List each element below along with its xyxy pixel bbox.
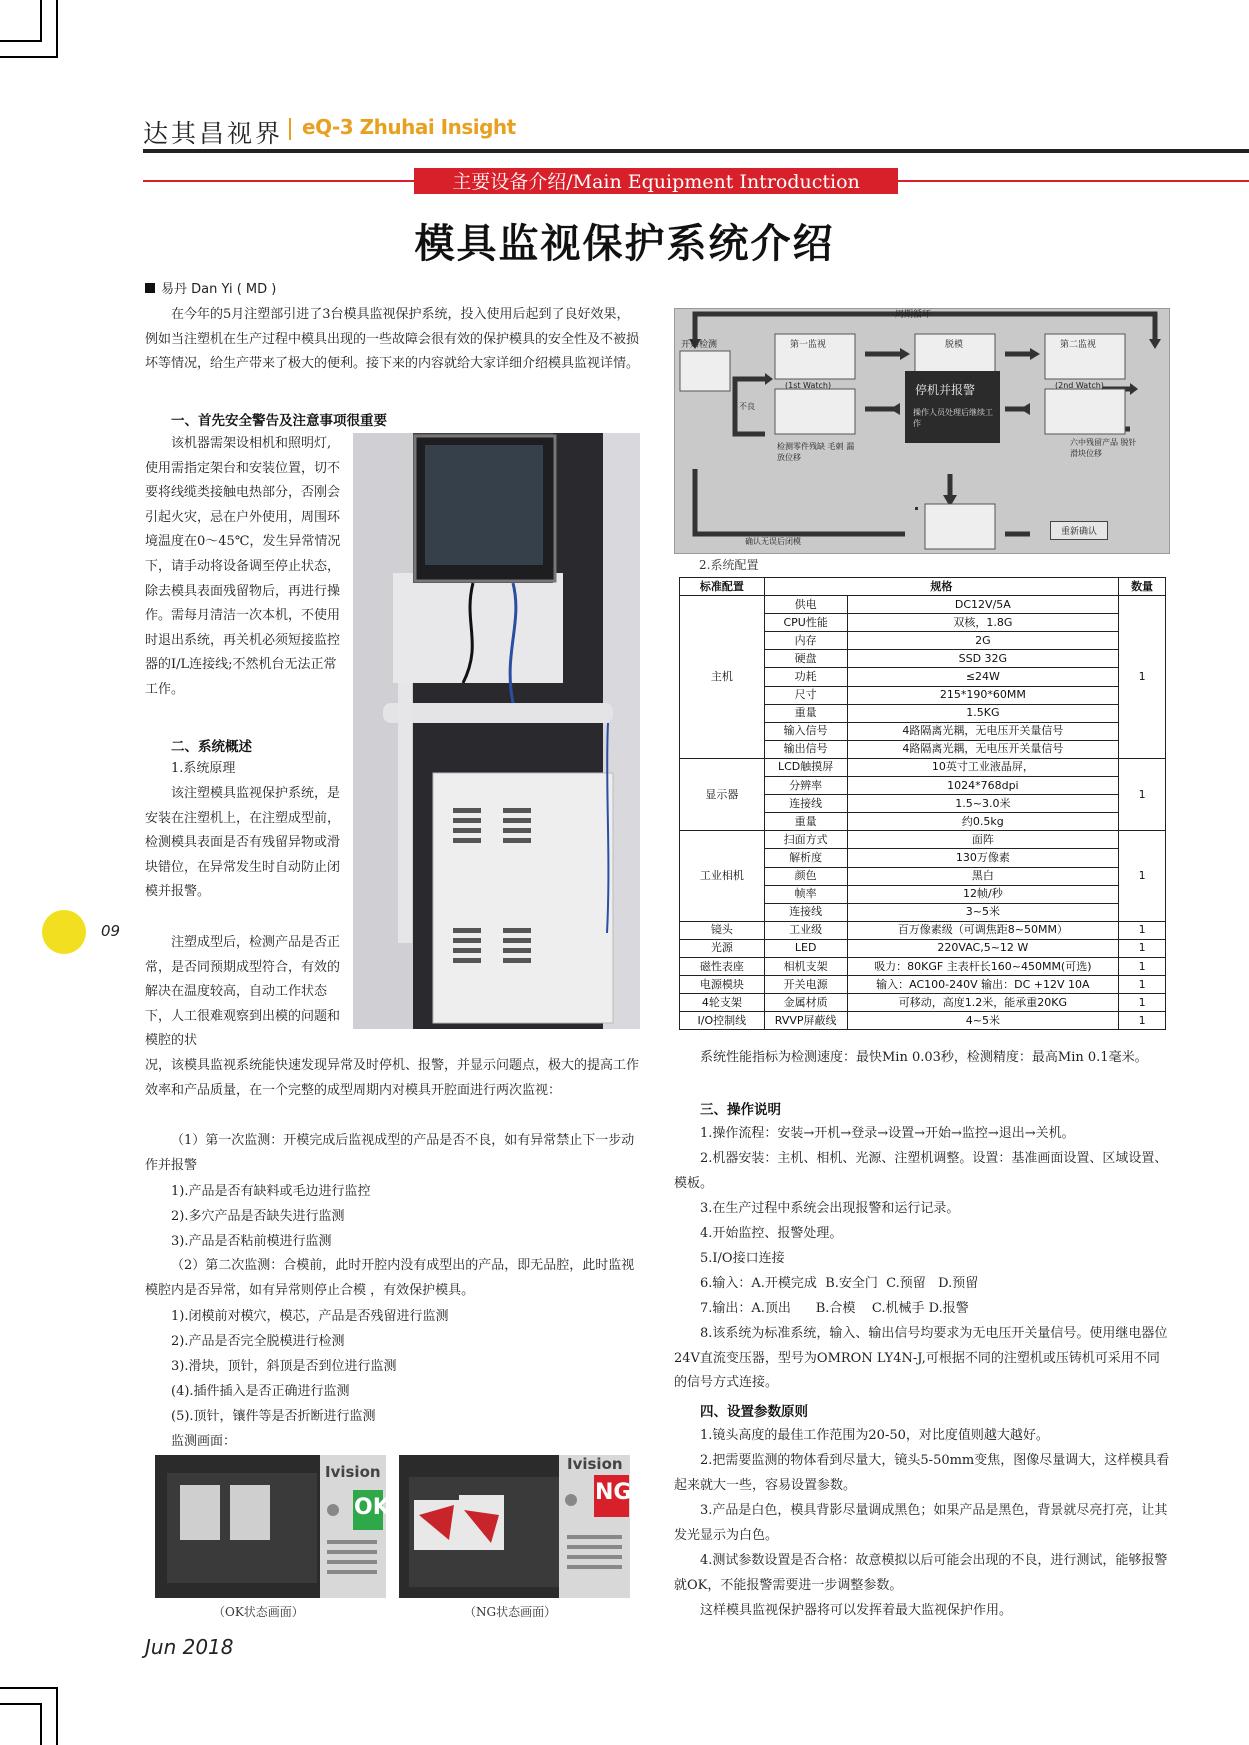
- closing-paragraph: 这样模具监视保护器将可以发挥着最大监视保护作用。: [700, 1603, 1013, 1618]
- table-cell: 光源: [680, 939, 765, 957]
- table-cell: 可移动，高度1.2米，能承重20KG: [847, 994, 1119, 1012]
- intro-paragraph: 在今年的5月注塑部引进了3台模具监视保护系统，投入使用后起到了良好效果，例如当注塑机在生产过程中模具出现的一些故障会很有效的保护模具的安全性及不被损坏等情况，给生产带来了极大的便利。接下来的内容就给大家详细介绍模具监视详情。: [145, 307, 640, 372]
- table-header: 数量: [1119, 578, 1166, 596]
- op-step-1: 1.操作流程：安装→开机→登录→设置→开始→监控→退出→关机。: [700, 1126, 1075, 1141]
- table-row: [680, 921, 1166, 939]
- table-row: [680, 1012, 1166, 1030]
- magazine-title-en: eQ-3 Zhuhai Insight: [302, 115, 516, 139]
- table-row: [680, 957, 1166, 975]
- table-cell: RVVP屏蔽线: [764, 1012, 847, 1030]
- table-group-name: 显示器: [680, 758, 765, 830]
- op-step-6: 6.输入：A.开模完成 B.安全门 C.预留 D.预留: [700, 1276, 979, 1291]
- diagram-2nd-watch: (2nd Watch): [1055, 381, 1104, 390]
- table-cell: 工业级: [764, 921, 847, 939]
- author-line: [145, 278, 276, 297]
- table-cell-item: 扫面方式: [764, 831, 847, 849]
- table-row: [680, 976, 1166, 994]
- table-cell: 相机支架: [764, 957, 847, 975]
- performance-paragraph: 系统性能指标为检测速度：最快Min 0.03秒，检测精度：最高Min 0.1毫米。: [700, 1050, 1148, 1065]
- flow-diagram-lines: [675, 309, 1171, 555]
- table-cell-spec: ≤24W: [847, 668, 1119, 686]
- molding-paragraph: 注塑成型后，检测产品是否正常，是否同预期成型符合，有效的解决在温度较高，自动工作状态下，人工很难观察到出模的问题和模腔的状: [145, 935, 341, 1049]
- ok-brand: Ivision: [325, 1463, 381, 1481]
- op-step-3: 3.在生产过程中系统会出现报警和运行记录。: [700, 1201, 960, 1216]
- table-cell: 1: [1119, 921, 1166, 939]
- table-cell: 输入：AC100-240V 输出：DC +12V 10A: [847, 976, 1119, 994]
- diagram-check-1: 检测零件残缺 毛刺 漏放位移: [777, 442, 855, 462]
- table-row: [680, 994, 1166, 1012]
- diagram-demold: 脱模: [945, 340, 964, 350]
- table-cell-item: 分辨率: [764, 777, 847, 795]
- ng-screen-graphic: [399, 1455, 630, 1598]
- table-cell: 4轮支架: [680, 994, 765, 1012]
- crop-mark: [40, 0, 42, 40]
- issue-date: Jun 2018: [145, 1635, 234, 1659]
- param-2: 2.把需要监测的物体看到尽量大，镜头5-50mm变焦，图像尽量调大，这样模具看起来就大一些，容易设置参数。: [674, 1453, 1170, 1493]
- table-cell-item: 重量: [764, 704, 847, 722]
- second-watch-item-1: 1).闭模前对模穴，模芯，产品是否残留进行监测: [171, 1309, 449, 1324]
- table-cell: 镜头: [680, 921, 765, 939]
- table-cell-qty: 1: [1119, 758, 1166, 830]
- header-rule: [143, 149, 1249, 153]
- table-cell: 磁性表座: [680, 957, 765, 975]
- device-photo-graphic: [353, 433, 640, 1029]
- table-cell-item: 内存: [764, 632, 847, 650]
- table-cell: 开关电源: [764, 976, 847, 994]
- ng-brand: Ivision: [567, 1455, 623, 1473]
- article-title: 模具监视保护系统介绍: [414, 220, 835, 267]
- config-label: 2.系统配置: [699, 558, 759, 572]
- heading-operation: 三、操作说明: [700, 1102, 781, 1118]
- table-group-name: 工业相机: [680, 831, 765, 921]
- table-cell-spec: 3~5米: [847, 903, 1119, 921]
- table-group-name: 主机: [680, 596, 765, 759]
- table-row: [680, 939, 1166, 957]
- square-bullet-icon: [145, 283, 155, 293]
- table-cell-spec: 4路隔离光耦，无电压开关量信号: [847, 740, 1119, 758]
- heading-parameters: 四、设置参数原则: [700, 1404, 808, 1420]
- ng-badge: NG: [595, 1480, 632, 1505]
- ok-screen-photo: [155, 1455, 390, 1598]
- table-cell: 1: [1119, 976, 1166, 994]
- table-cell-item: 颜色: [764, 867, 847, 885]
- op-step-2: 2.机器安装：主机、相机、光源、注塑机调整。设置：基准画面设置、区域设置、模板。: [674, 1151, 1168, 1191]
- principle-paragraph: 该注塑模具监视保护系统，是安装在注塑机上，在注塑成型前，检测模具表面是否有残留异物或滑块错位，在异常发生时自动防止闭模并报警。: [145, 786, 341, 900]
- table-cell-spec: 约0.5kg: [847, 813, 1119, 831]
- table-cell-spec: 4路隔离光耦，无电压开关量信号: [847, 722, 1119, 740]
- table-header-row: [680, 578, 1166, 596]
- table-cell: 4~5米: [847, 1012, 1119, 1030]
- table-cell-item: 尺寸: [764, 686, 847, 704]
- table-cell-item: CPU性能: [764, 614, 847, 632]
- table-header: 规格: [764, 578, 1118, 596]
- flow-diagram: [674, 308, 1170, 554]
- magazine-title-cn: 达其昌视界: [143, 119, 284, 148]
- header-separator: [289, 118, 291, 140]
- second-watch-item-5: (5).顶针，镶件等是否折断进行监测: [171, 1409, 376, 1424]
- table-cell: 1: [1119, 939, 1166, 957]
- diagram-1st-watch: (1st Watch): [785, 381, 832, 390]
- author-name: 易丹 Dan Yi ( MD ): [161, 282, 277, 297]
- table-cell-item: LCD触摸屏: [764, 758, 847, 776]
- page-number-dot: [42, 910, 86, 954]
- diagram-alarm-sub: 操作人员处理后继续工作: [913, 408, 993, 428]
- param-4: 4.测试参数设置是否合格：故意模拟以后可能会出现的不良，进行测试，能够报警就OK，不能报警需要进一步调整参数。: [674, 1553, 1168, 1593]
- ok-caption: （OK状态画面）: [213, 1605, 304, 1619]
- section-label: 主要设备介绍/Main Equipment Introduction: [452, 171, 860, 193]
- table-cell-item: 供电: [764, 596, 847, 614]
- table-row: [680, 831, 1166, 849]
- table-cell: 1: [1119, 994, 1166, 1012]
- op-step-4: 4.开始监控、报警处理。: [700, 1226, 843, 1241]
- table-cell-item: 功耗: [764, 668, 847, 686]
- device-photo: [353, 433, 640, 1029]
- table-cell-spec: 1.5KG: [847, 704, 1119, 722]
- table-cell-item: 帧率: [764, 885, 847, 903]
- table-cell: 百万像素级（可调焦距8~50MM）: [847, 921, 1119, 939]
- diagram-reconfirm: 重新确认: [1050, 521, 1108, 540]
- first-watch-item-3: 3).产品是否粘前模进行监测: [171, 1234, 332, 1249]
- table-cell-item: 输出信号: [764, 740, 847, 758]
- crop-mark: [0, 1687, 58, 1689]
- page-number: 09: [101, 922, 121, 940]
- second-watch-item-4: (4).插件插入是否正确进行监测: [171, 1384, 350, 1399]
- table-cell-spec: 1024*768dpi: [847, 777, 1119, 795]
- table-cell-spec: 12帧/秒: [847, 885, 1119, 903]
- first-watch-item-1: 1).产品是否有缺料或毛边进行监控: [171, 1184, 371, 1199]
- crop-mark: [0, 56, 58, 58]
- table-row: [680, 596, 1166, 614]
- heading-overview: 二、系统概述: [171, 739, 252, 755]
- crop-mark: [0, 1703, 42, 1705]
- spec-table: [679, 577, 1166, 1030]
- crop-mark: [40, 1705, 42, 1745]
- spec-table-body: [680, 578, 1166, 1030]
- table-cell-spec: 双核，1.8G: [847, 614, 1119, 632]
- safety-paragraph: 该机器需架设相机和照明灯,使用需指定架台和安装位置，切不要将线缆类接触电热部分，否刚会引起火灾，忌在户外使用，周围环境温度在0～45℃，发生异常情况下，请手动将设备调至停止状态，除去模具表面残留物后，再进行操作。需每月清洁一次本机，不使用时退出系统，再关机必须短接监控器的I/L连接线;不然机台无法正常工作。: [145, 436, 341, 697]
- table-cell: 金属材质: [764, 994, 847, 1012]
- table-cell-item: 解析度: [764, 849, 847, 867]
- crop-mark: [56, 0, 58, 58]
- second-watch-item-2: 2).产品是否完全脱模进行检测: [171, 1334, 345, 1349]
- diagram-top-label: 周期循环: [895, 310, 932, 320]
- table-cell-qty: 1: [1119, 596, 1166, 759]
- op-step-7: 7.输出：A.顶出 B.合模 C.机械手 D.报警: [700, 1301, 969, 1316]
- ng-caption: （NG状态画面）: [464, 1605, 557, 1619]
- first-watch-item-2: 2).多穴产品是否缺失进行监测: [171, 1209, 345, 1224]
- table-cell: 220VAC,5~12 W: [847, 939, 1119, 957]
- molding-paragraph-continued: 况，该模具监视系统能快速发现异常及时停机、报警，并显示问题点，极大的提高工作效率和产品质量，在一个完整的成型周期内对模具开腔面进行两次监视：: [145, 1058, 640, 1098]
- table-cell-spec: 面阵: [847, 831, 1119, 849]
- screen-label: 监测画面：: [171, 1434, 237, 1449]
- diagram-first-watch: 第一监视: [790, 340, 827, 350]
- table-cell-spec: 2G: [847, 632, 1119, 650]
- op-step-8: 8.该系统为标准系统，输入、输出信号均要求为无电压开关量信号。使用继电器位24V直流变压器，型号为OMRON LY4N-J,可根据不同的注塑机或压铸机可采用不同的信号方式连接。: [674, 1326, 1168, 1391]
- diagram-check-2: 六中残留产品 脱针 滑块位移: [1070, 438, 1137, 458]
- table-cell: 1: [1119, 957, 1166, 975]
- table-cell: LED: [764, 939, 847, 957]
- table-cell-item: 连接线: [764, 903, 847, 921]
- ng-screen-photo: [399, 1455, 630, 1598]
- crop-mark: [56, 1687, 58, 1745]
- crop-mark: [0, 40, 42, 42]
- second-watch-item-3: 3).滑块，顶针，斜顶是否到位进行监测: [171, 1359, 397, 1374]
- table-cell-item: 输入信号: [764, 722, 847, 740]
- table-cell-spec: 10英寸工业液晶屏，: [847, 758, 1119, 776]
- table-cell: 1: [1119, 1012, 1166, 1030]
- table-row: [680, 758, 1166, 776]
- subheading-principle: 1.系统原理: [171, 761, 236, 776]
- table-header: 标准配置: [680, 578, 765, 596]
- diagram-side-arrow: 不良: [739, 402, 755, 411]
- table-cell-item: 硬盘: [764, 650, 847, 668]
- table-cell-qty: 1: [1119, 831, 1166, 921]
- table-cell-spec: 130万像素: [847, 849, 1119, 867]
- table-cell: I/O控制线: [680, 1012, 765, 1030]
- table-cell: 吸力：80KGF 主表杆长160~450MM(可选): [847, 957, 1119, 975]
- table-cell: 电源模块: [680, 976, 765, 994]
- table-cell-spec: DC12V/5A: [847, 596, 1119, 614]
- diagram-second-watch: 第二监视: [1060, 340, 1097, 350]
- table-cell-spec: SSD 32G: [847, 650, 1119, 668]
- table-cell-spec: 黑白: [847, 867, 1119, 885]
- diagram-start: 开始检测: [681, 340, 718, 350]
- table-cell-spec: 1.5~3.0米: [847, 795, 1119, 813]
- op-step-5: 5.I/O接口连接: [700, 1251, 785, 1266]
- heading-safety: 一、首先安全警告及注意事项很重要: [171, 413, 387, 429]
- param-3: 3.产品是白色，模具背影尽量调成黑色；如果产品是黑色，背景就尽亮打亮，让其发光显示为白色。: [674, 1503, 1168, 1543]
- diagram-confirm: 确认无误后闭模: [745, 537, 801, 546]
- diagram-alarm: 停机并报警: [915, 383, 976, 397]
- param-1: 1.镜头高度的最佳工作范围为20-50，对比度值则越大越好。: [700, 1428, 1049, 1443]
- table-cell-item: 连接线: [764, 795, 847, 813]
- first-watch: （1）第一次监测：开模完成后监视成型的产品是否不良，如有异常禁止下一步动作并报警: [145, 1133, 635, 1173]
- second-watch: （2）第二次监测：合模前，此时开腔内没有成型出的产品，即无品腔，此时监视模腔内是否异常，如有异常则停止合模 ，有效保护模具。: [145, 1258, 635, 1298]
- table-cell-spec: 215*190*60MM: [847, 686, 1119, 704]
- ok-badge: OK: [354, 1495, 390, 1520]
- table-cell-item: 重量: [764, 813, 847, 831]
